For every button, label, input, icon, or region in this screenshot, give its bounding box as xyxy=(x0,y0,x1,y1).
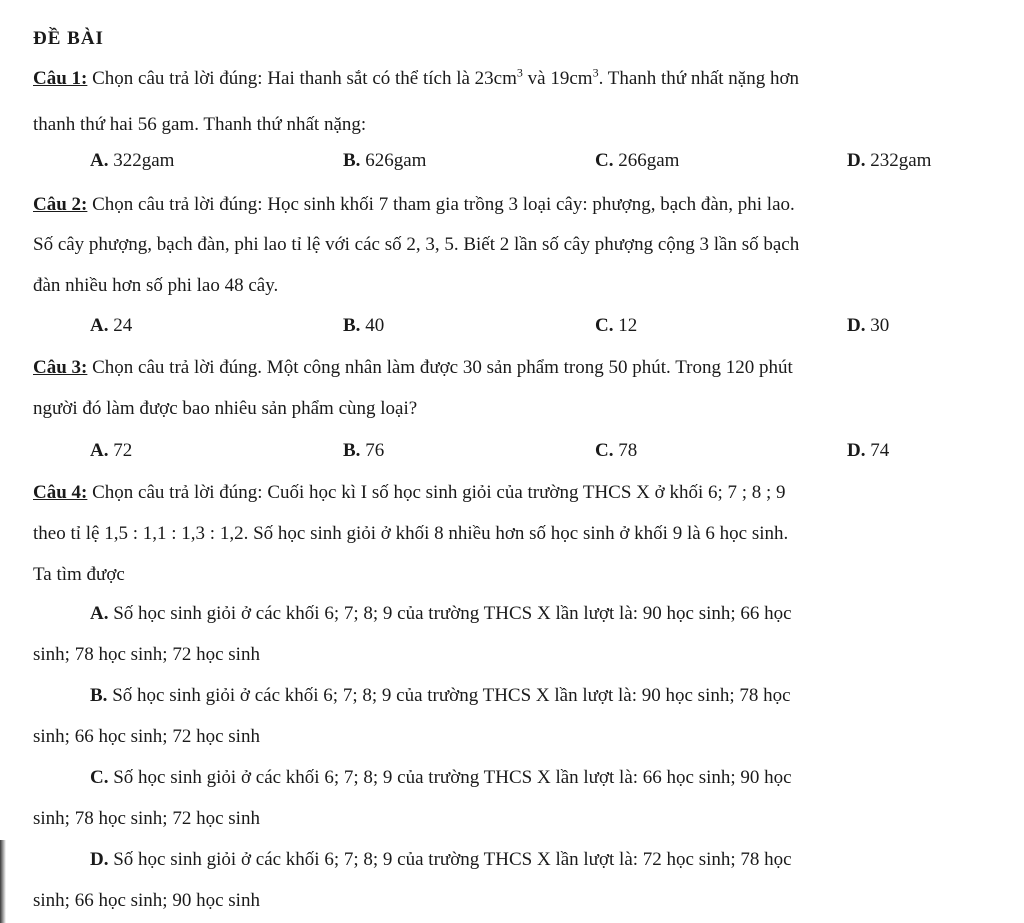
superscript: 3 xyxy=(516,65,523,80)
q1-option-d: D. 232gam xyxy=(847,150,932,171)
question-4-line-1: Câu 4: Chọn câu trả lời đúng: Cuối học kì I số học sinh giỏi của trường THCS X ở khối 6; 7 ; 8 ; 9 xyxy=(33,482,786,503)
q3-option-c: C. 78 xyxy=(595,440,638,461)
q2-option-d: D. 30 xyxy=(847,315,890,336)
q4-option-d-line-1: D. Số học sinh giỏi ở các khối 6; 7; 8; 9 của trường THCS X lần lượt là: 72 học sinh; 78 học xyxy=(90,849,792,870)
question-1-label: Câu 1: xyxy=(33,68,88,89)
q4-option-b-line-2: sinh; 66 học sinh; 72 học sinh xyxy=(33,726,260,747)
q2-option-a: A. 24 xyxy=(90,315,133,336)
question-3-label: Câu 3: xyxy=(33,357,88,378)
question-4-line-3: Ta tìm được xyxy=(33,564,125,585)
question-2-line-2: Số cây phượng, bạch đàn, phi lao tỉ lệ với các số 2, 3, 5. Biết 2 lần số cây phượng cộng 3 lần số bạch xyxy=(33,234,800,255)
q1-option-a: A. 322gam xyxy=(90,150,175,171)
question-1-line-2: thanh thứ hai 56 gam. Thanh thứ nhất nặng: xyxy=(33,114,367,135)
q2-option-c: C. 12 xyxy=(595,315,638,336)
page-title: ĐỀ BÀI xyxy=(33,28,104,49)
q4-option-a-line-2: sinh; 78 học sinh; 72 học sinh xyxy=(33,644,260,665)
question-4-line-2: theo tỉ lệ 1,5 : 1,1 : 1,3 : 1,2. Số học sinh giỏi ở khối 8 nhiều hơn số học sinh ở khối 9 là 6 học sinh. xyxy=(33,523,789,544)
page-edge-shadow xyxy=(0,840,6,923)
question-2-label: Câu 2: xyxy=(33,194,88,215)
q4-option-b-line-1: B. Số học sinh giỏi ở các khối 6; 7; 8; 9 của trường THCS X lần lượt là: 90 học sinh; 78 học xyxy=(90,685,791,706)
q4-option-a-line-1: A. Số học sinh giỏi ở các khối 6; 7; 8; 9 của trường THCS X lần lượt là: 90 học sinh; 66 học xyxy=(90,603,792,624)
question-3-line-2: người đó làm được bao nhiêu sản phẩm cùng loại? xyxy=(33,398,418,419)
q4-option-c-line-2: sinh; 78 học sinh; 72 học sinh xyxy=(33,808,260,829)
question-1-line-1 xyxy=(33,65,800,90)
q2-option-b: B. 40 xyxy=(343,315,385,336)
q1-option-c: C. 266gam xyxy=(595,150,680,171)
question-1-text-b: và 19cm xyxy=(527,68,593,89)
superscript: 3 xyxy=(592,65,599,80)
q3-option-d: D. 74 xyxy=(847,440,890,461)
q4-option-d-line-2: sinh; 66 học sinh; 90 học sinh xyxy=(33,890,260,911)
q3-option-a: A. 72 xyxy=(90,440,133,461)
question-3-line-1: Câu 3: Chọn câu trả lời đúng. Một công nhân làm được 30 sản phẩm trong 50 phút. Trong 120 phút xyxy=(33,357,793,378)
question-2-line-1: Câu 2: Chọn câu trả lời đúng: Học sinh khối 7 tham gia trồng 3 loại cây: phượng, bạch đàn, phi lao. xyxy=(33,194,795,215)
question-1-text-a: Chọn câu trả lời đúng: Hai thanh sắt có thể tích là 23cm xyxy=(92,68,517,89)
question-4-label: Câu 4: xyxy=(33,482,88,503)
q4-option-c-line-1: C. Số học sinh giỏi ở các khối 6; 7; 8; 9 của trường THCS X lần lượt là: 66 học sinh; 90 học xyxy=(90,767,792,788)
q3-option-b: B. 76 xyxy=(343,440,385,461)
question-2-line-3: đàn nhiều hơn số phi lao 48 cây. xyxy=(33,275,279,296)
question-1-text-c: . Thanh thứ nhất nặng hơn xyxy=(598,68,800,89)
q1-option-b: B. 626gam xyxy=(343,150,427,171)
